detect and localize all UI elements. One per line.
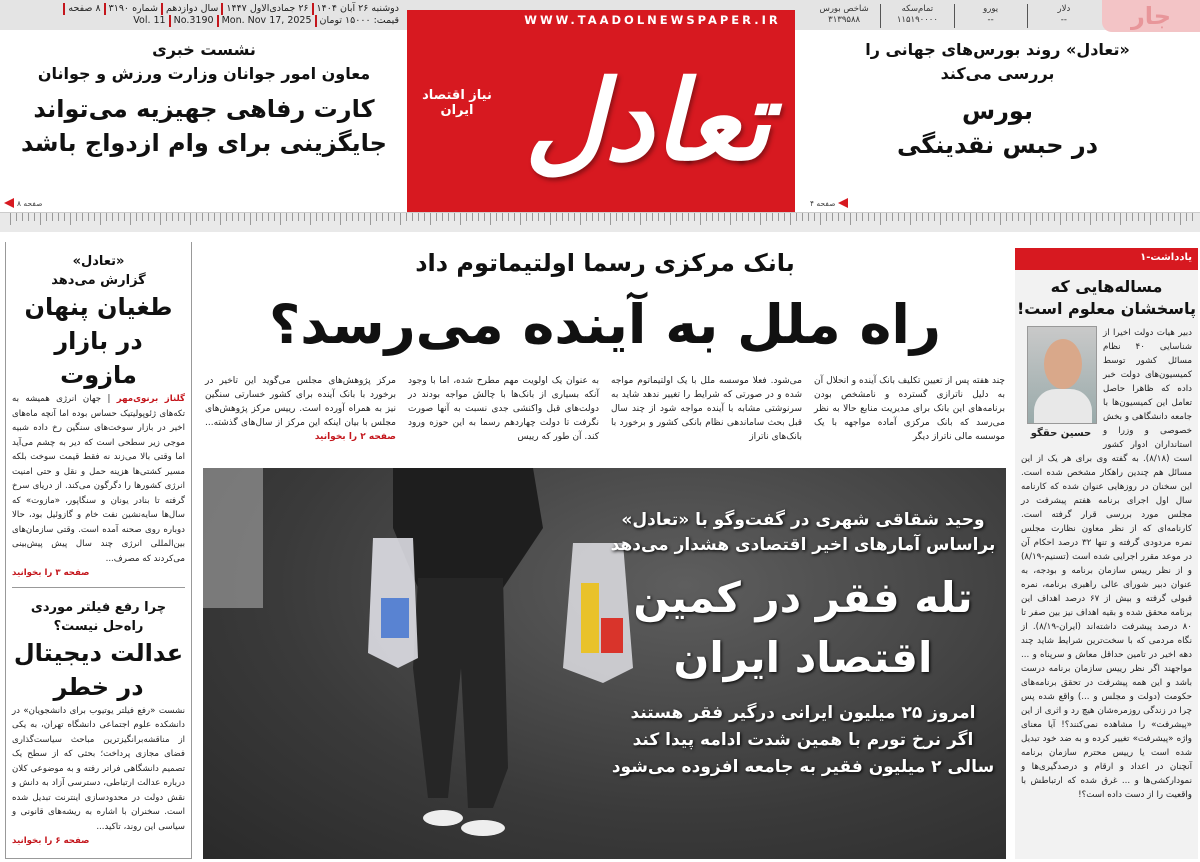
- divider: [12, 587, 185, 588]
- top-left-story[interactable]: [5, 38, 403, 160]
- kicker: گزارش می‌دهد: [51, 273, 146, 288]
- arrow-icon: [838, 198, 848, 208]
- author-photo: [1027, 326, 1097, 424]
- text-column: می‌شود. فعلا موسسه ملل با یک اولتیماتوم مواجه شده و در صورتی که شرایط را تغییر ندهد شاید به سرنوشتی مشابه با آینده مواجه شود از چند سال قبل بحث ساماندهی نظام بانکی کشور و برخورد با بانک‌های ناتراز: [611, 376, 802, 442]
- kicker: معاون امور جوانان وزارت ورزش و جوانان: [37, 64, 371, 83]
- headline: کارت رفاهی جهیزیه می‌تواند: [33, 95, 375, 123]
- page-ref[interactable]: صفحه ۴: [810, 198, 848, 208]
- persian-date: دوشنبه ۲۶ آبان ۱۴۰۴: [312, 3, 402, 15]
- photo-subheadline: امروز ۲۵ میلیون ایرانی درگیر فقر هستند اگر نرخ تورم با همین شدت ادامه پیدا کند سالی ۲ میلیون فقیر به جامعه افزوده می‌شود: [611, 703, 995, 777]
- photo-headline: اقتصاد ایران: [673, 633, 933, 682]
- arrow-icon: [4, 198, 14, 208]
- body-text: دبیر هیات دولت اخیرا از شناسایی ۴۰ نظام مسائل کشور توسط کمیسیون‌های دولت خبر داده که ظاهرا حاصل تعامل این کمیسیون‌ها با جامعه دانشگاهی و بخش خصوصی و وزرا و استانداران ادوار کشور است (۸/۱۸). به گفته وی برای هر یک از این مسائل هم چندین راهکار مشخص شده است. این سخنان در روزهایی عنوان شده که کارنامه سال اول اجرای برنامه هفتم پیشرفت در مجلس مورد بررسی قرار گرفته است. کارنامه‌ای که از نظر معاون نظارت مجلس نمره مردودی گرفته و تنها ۳۲ درصد احکام آن در موعد مقرر اجرایی شده است (تسنیم-۸/۱۹) و از نظر رییس سازمان برنامه و بودجه، به عنوان دبیر شورای عالی راهبری برنامه، نمره قبولی گرفته و بیش از ۶۷ درصد اهداف این برنامه محقق شده و بقیه اهداف نیز بین صفر تا ۸۰ درصد پیشرفت داشته‌اند (ایران-۸/۱۹). از نگاه مردمی که با سخت‌ترین شرایط شاید چند دهه اخیر در تامین حداقل معاش و سرپناه و ... مواجهند اگر نظر رییس سازمان برنامه درست باشد و این همه پیشرفت در تحقق برنامه‌های حکومت (دولت و مجلس و ...) واقع شده پس چرا در زندگی روزمره‌شان هیچ رد و اثری از این «پیشرفت» را مشاهده نمی‌کنند؟! آیا معنای واژه «پیشرفت» تغییر کرده و به ضد خود تبدیل شده است یا رییس محترم سازمان برنامه آنچنان در اعداد و ارقام و درصدگیری‌ها و نمودارکشی‌ها و ... غرق شده که ارتباطش با واقعیت را از دست داده است؟!: [1021, 328, 1193, 800]
- photo-story-text: [603, 508, 1003, 781]
- main-story-columns: [205, 374, 1005, 464]
- newspaper-logo: تعادل: [524, 57, 771, 185]
- market-index: شاخص بورس ۳۱۳۹۵۸۸: [819, 4, 869, 25]
- market-coin: تمام‌سکه ۱۱۵۱۹۰۰۰۰: [880, 4, 953, 28]
- main-headline[interactable]: راه ملل به آینده می‌رسد؟: [268, 293, 942, 356]
- read-more-link[interactable]: صفحه ۳ را بخوانید: [12, 568, 90, 578]
- author-box: [1025, 326, 1097, 441]
- page-count: ۸ صفحه: [63, 3, 103, 15]
- issue-line: [4, 3, 402, 27]
- headline: بورس: [962, 97, 1033, 125]
- editorial-column: [1015, 248, 1198, 859]
- text-column: چند هفته پس از تعیین تکلیف بانک آینده و انحلال آن به دلیل ناترازی گسترده و نامشخص بودن برنامه‌های این بانک برای مدیریت منابع حالا به نظر می‌رسد که بانک مرکزی آماده مواجهه با یک موسسه مالی ناتراز دیگر: [814, 376, 1005, 442]
- text-column: مرکز پژوهش‌های مجلس می‌گوید این تاخیر در برخورد با بانک آینده برای کشور خسارتی سنگین نیز به همراه آورده است. رییس مرکز پژوهش‌های مجلس با بیان اینکه این مرکز از سال‌های گذشته... صفحه ۲ را بخوانید: [205, 376, 396, 442]
- year: سال دوازدهم: [161, 3, 221, 15]
- english-number: No.3190: [169, 15, 217, 27]
- left-column: [5, 242, 192, 859]
- slogan: نیاز اقتصاد ایران: [422, 88, 492, 118]
- author: گلناز برنوی‌مهر: [116, 394, 185, 404]
- kicker: بررسی می‌کند: [940, 64, 1055, 83]
- hijri-date: ۲۶ جمادی‌الاول ۱۴۴۷: [221, 3, 311, 15]
- headline: عدالت دیجیتال: [13, 638, 184, 667]
- read-more-link[interactable]: صفحه ۲ را بخوانید: [314, 432, 396, 442]
- body-text: نشست «رفع فیلتر یوتیوب برای دانشجویان» در دانشکده علوم اجتماعی دانشگاه تهران، به یکی از مناقشه‌برانگیزترین مباحث سیاست‌گذاری فضای مجازی پرداخت؛ بحثی که از سطح یک تصمیم دانشگاهی فراتر رفته و به موضوعی کلان درباره عدالت ارتباطی، دسترسی آزاد به دانش و نقش دولت در محدودسازی اینترنت تبدیل شده است. سخنران با اشاره به ریشه‌های قانونی و سیاسی این روند، تاکید...: [12, 705, 185, 832]
- photo-headline: تله فقر در کمین: [633, 573, 973, 622]
- kicker: «تعادل»: [72, 254, 125, 269]
- editorial-headline[interactable]: مساله‌هایی که پاسخشان معلوم است!: [1016, 277, 1197, 318]
- ruler-band: [0, 212, 1200, 232]
- kicker: «تعادل» روند بورس‌های جهانی را: [865, 40, 1130, 59]
- website-link[interactable]: WWW.TAADOLNEWSPAPER.IR: [510, 10, 795, 30]
- headline: در حبس نقدینگی: [896, 131, 1099, 159]
- kicker: چرا رفع فیلتر موردی: [30, 599, 167, 615]
- main-photo[interactable]: [203, 468, 1006, 859]
- story-mazut[interactable]: [6, 242, 191, 581]
- market-label: جار: [1102, 0, 1200, 32]
- author-name: حسین حقگو: [1030, 428, 1092, 439]
- photo-kicker: وحید شقاقی شهری در گفت‌وگو با «تعادل»: [621, 510, 985, 530]
- kicker: راه‌حل نیست؟: [53, 618, 144, 634]
- volume: Vol. 11: [133, 15, 166, 26]
- market-ticker: [808, 4, 1100, 28]
- main-kicker: بانک مرکزی رسما اولتیماتوم داد: [415, 249, 795, 277]
- top-right-story[interactable]: [800, 38, 1195, 162]
- market-euro: یورو --: [954, 4, 1027, 28]
- headline: در بازار مازوت: [54, 327, 143, 389]
- story-digital-justice[interactable]: [6, 594, 191, 849]
- read-more-link[interactable]: صفحه ۶ را بخوانید: [12, 836, 90, 846]
- headline: طغیان پنهان: [24, 293, 173, 321]
- headline: در خطر: [53, 672, 144, 701]
- english-date: Mon. Nov 17, 2025: [217, 15, 315, 27]
- price: قیمت: ۱۵۰۰۰ تومان: [315, 15, 403, 27]
- kicker: نشست خبری: [152, 40, 256, 59]
- text-column: به عنوان یک اولویت مهم مطرح شده، اما با وجود آنکه بسیاری از بانک‌ها با چالش مواجه بودند در دولت‌های قبل واکنشی جدی نسبت به آنها صورت نگرفت تا دولت چهاردهم رسما به این حوزه ورود کند. آن طور که رییس: [408, 376, 599, 442]
- photo-kicker: براساس آمارهای اخیر اقتصادی هشدار می‌دهد: [610, 535, 996, 555]
- section-label: یادداشت-۱: [1015, 248, 1198, 270]
- market-dollar: دلار --: [1027, 4, 1100, 28]
- headline: جایگزینی برای وام ازدواج باشد: [21, 129, 387, 157]
- page-ref[interactable]: صفحه ۸: [4, 198, 42, 208]
- body-text: | جهان انرژی همیشه به تکه‌های ژئوپولیتیک حساس بوده اما آنچه ماه‌های اخیر در بازار سوخت‌های سنگین رخ داده شبیه موجی زیر سطحی است که دیر به چشم می‌آید اما وقتی بالا می‌زند نه فقط قیمت سوخت بلکه مسیر کشتی‌ها هزینه حمل و نقل و حتی امنیت انرژی کشورها را دگرگون می‌کند. از دریای سرخ گرفته تا بنادر یونان و سنگاپور، «مازوت» که سال‌ها سایه‌نشین نفت خام و گازوئیل بود، حالا دوباره روی صحنه آمده است. وقتی سازمان‌های بین‌المللی انرژی چند سال پیش پیش‌بینی می‌کردند که مصرف...: [12, 394, 185, 564]
- issue-number: شماره ۳۱۹۰: [104, 3, 161, 15]
